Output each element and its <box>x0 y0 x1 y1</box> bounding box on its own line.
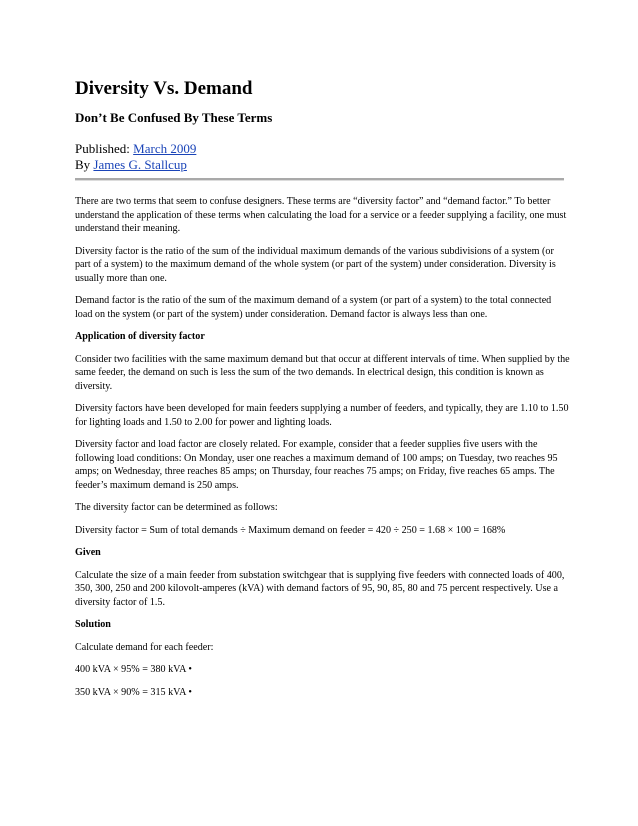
published-date-link[interactable]: March 2009 <box>133 141 197 156</box>
section-heading-solution: Solution <box>75 619 111 630</box>
section-heading-given: Given <box>75 547 101 558</box>
published-line <box>75 141 196 157</box>
article-title: Diversity Vs. Demand <box>75 78 253 99</box>
header-divider <box>75 178 564 181</box>
determination-paragraph: The diversity factor can be determined as follows: <box>75 502 278 513</box>
article-body <box>75 195 570 708</box>
author-link[interactable]: James G. Stallcup <box>93 157 187 172</box>
given-paragraph: Calculate the size of a main feeder from substation switchgear that is supplying five feeders with connected loads of 400, 350, 300, 250 and 200 kilovolt-amperes (kVA) with demand factors of 95, 90, 85, 80 and 75 percent respectively. Use a diversity factor of 1.5. <box>75 569 565 608</box>
diversity-definition-paragraph: Diversity factor is the ratio of the sum of the individual maximum demands of the various subdivisions of a system (or part of a system) to the maximum demand of the whole system (or part of the system) under consideration. Diversity is usually more than one. <box>75 245 556 284</box>
section-heading-application: Application of diversity factor <box>75 331 205 342</box>
load-factor-paragraph: Diversity factor and load factor are closely related. For example, consider that a feeder supplies five users with the following load conditions: On Monday, user one reaches a maximum demand of 100 amps; on Tuesday, two reaches 95 amps; on Wednesday, three reaches 85 amps; on Thursday, four reaches 75 amps; on Friday, five reaches 65 amps. The feeder’s maximum demand is 250 amps. <box>75 439 558 491</box>
intro-paragraph: There are two terms that seem to confuse designers. These terms are “diversity factor” and “demand factor.” To better understand the application of these terms when calculating the load for a service or a feeder supplying a facility, one must understand their meaning. <box>75 196 567 234</box>
author-line <box>75 157 187 173</box>
published-label: Published: <box>75 141 130 156</box>
author-label: By <box>75 157 91 172</box>
typical-factors-paragraph: Diversity factors have been developed for main feeders supplying a number of feeders, and typically, they are 1.10 to 1.50 for lighting loads and 1.50 to 2.00 for power and lighting loads. <box>75 403 569 428</box>
demand-definition-paragraph: Demand factor is the ratio of the sum of the maximum demand of a system (or part of a system) to the total connected load on the system (or part of the system) under consideration. Demand factor is always less than one. <box>75 295 552 320</box>
calculation-line: 350 kVA × 90% = 315 kVA • <box>75 686 192 698</box>
application-paragraph: Consider two facilities with the same maximum demand but that occur at different intervals of time. When supplied by the same feeder, the demand on such is less the sum of the two demands. In electrical design, this condition is known as diversity. <box>75 353 570 392</box>
article-subtitle: Don’t Be Confused By These Terms <box>75 110 273 125</box>
solution-intro-paragraph: Calculate demand for each feeder: <box>75 641 214 653</box>
diversity-formula: Diversity factor = Sum of total demands ÷ Maximum demand on feeder = 420 ÷ 250 = 1.68 × 100 = 168% <box>75 524 506 536</box>
calculation-line: 400 kVA × 95% = 380 kVA • <box>75 664 192 675</box>
